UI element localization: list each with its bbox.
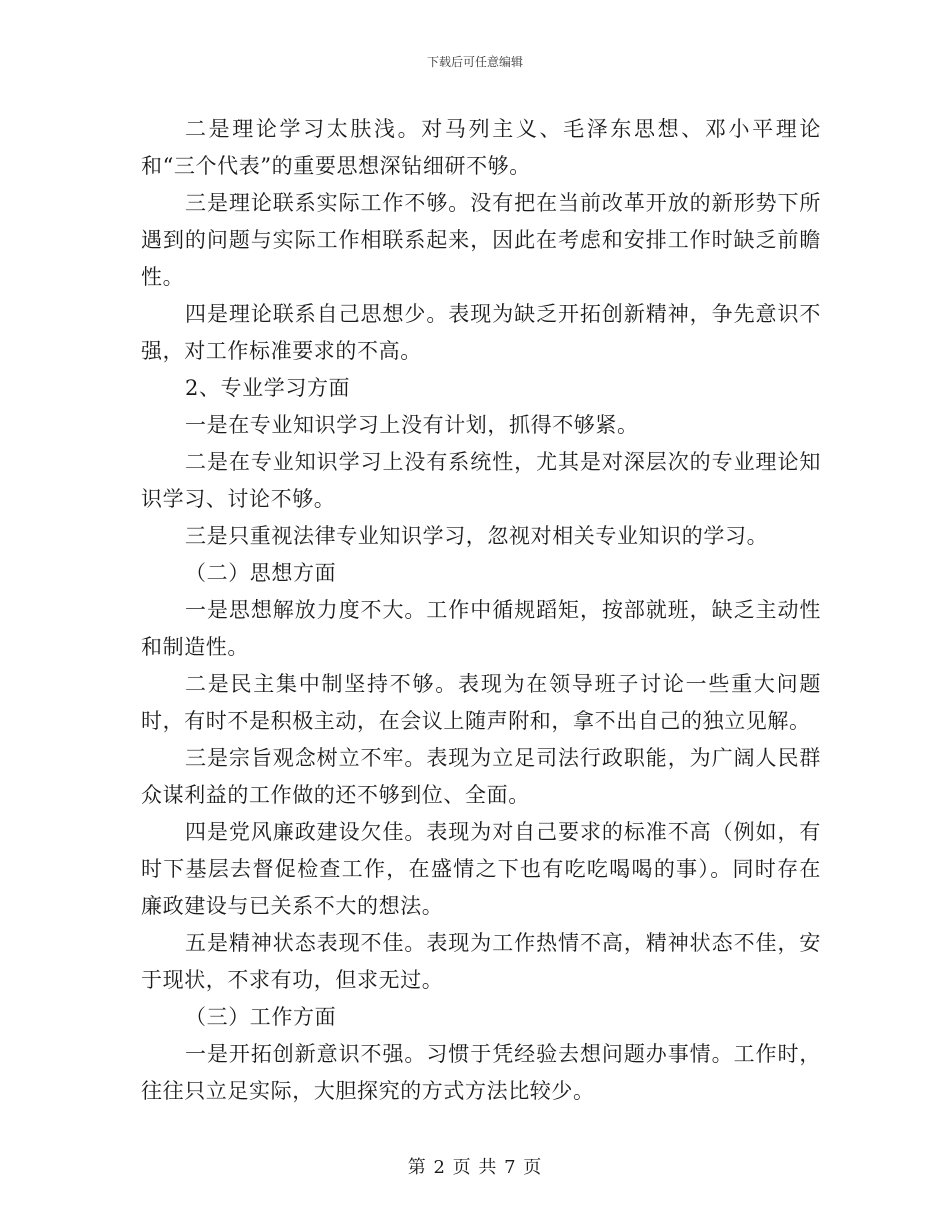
paragraph: 五是精神状态表现不佳。表现为工作热情不高，精神状态不佳，安于现状，不求有功，但求无过。 (141, 931, 821, 992)
paragraph: 二是理论学习太肤浅。对马列主义、毛泽东思想、邓小平理论和“三个代表”的重要思想深钻细研不够。 (141, 117, 821, 178)
document-body (141, 111, 821, 1110)
paragraph: 三是宗旨观念树立不牢。表现为立足司法行政职能，为广阔人民群众谋利益的工作做的还不够到位、全面。 (141, 746, 821, 807)
paragraph: 二是民主集中制坚持不够。表现为在领导班子讨论一些重大问题时，有时不是积极主动，在会议上随声附和，拿不出自己的独立见解。 (141, 672, 821, 733)
paragraph: 一是开拓创新意识不强。习惯于凭经验去想问题办事情。工作时，往往只立足实际，大胆探究的方式方法比较少。 (141, 1042, 821, 1103)
paragraph: 四是党风廉政建设欠佳。表现为对自己要求的标准不高（例如，有时下基层去督促检查工作，在盛情之下也有吃吃喝喝的事）。同时存在廉政建设与已关系不大的想法。 (141, 820, 821, 918)
paragraph: 一是在专业知识学习上没有计划，抓得不够紧。 (185, 413, 639, 437)
section-heading: （三）工作方面 (185, 1005, 337, 1029)
paragraph: 三是只重视法律专业知识学习，忽视对相关专业知识的学习。 (185, 524, 769, 548)
paragraph: 三是理论联系实际工作不够。没有把在当前改革开放的新形势下所遇到的问题与实际工作相联系起来，因此在考虑和安排工作时缺乏前瞻性。 (141, 191, 821, 289)
paragraph: 四是理论联系自己思想少。表现为缺乏开拓创新精神，争先意识不强，对工作标准要求的不高。 (141, 302, 821, 363)
page-number: 第 2 页 共 7 页 (407, 1157, 543, 1178)
page-header: 下载后可任意编辑 (426, 55, 523, 69)
section-heading: 2、专业学习方面 (185, 376, 351, 400)
paragraph: 一是思想解放力度不大。工作中循规蹈矩，按部就班，缺乏主动性和制造性。 (141, 598, 821, 659)
paragraph: 二是在专业知识学习上没有系统性，尤其是对深层次的专业理论知识学习、讨论不够。 (141, 450, 821, 511)
section-heading: （二）思想方面 (185, 561, 337, 585)
